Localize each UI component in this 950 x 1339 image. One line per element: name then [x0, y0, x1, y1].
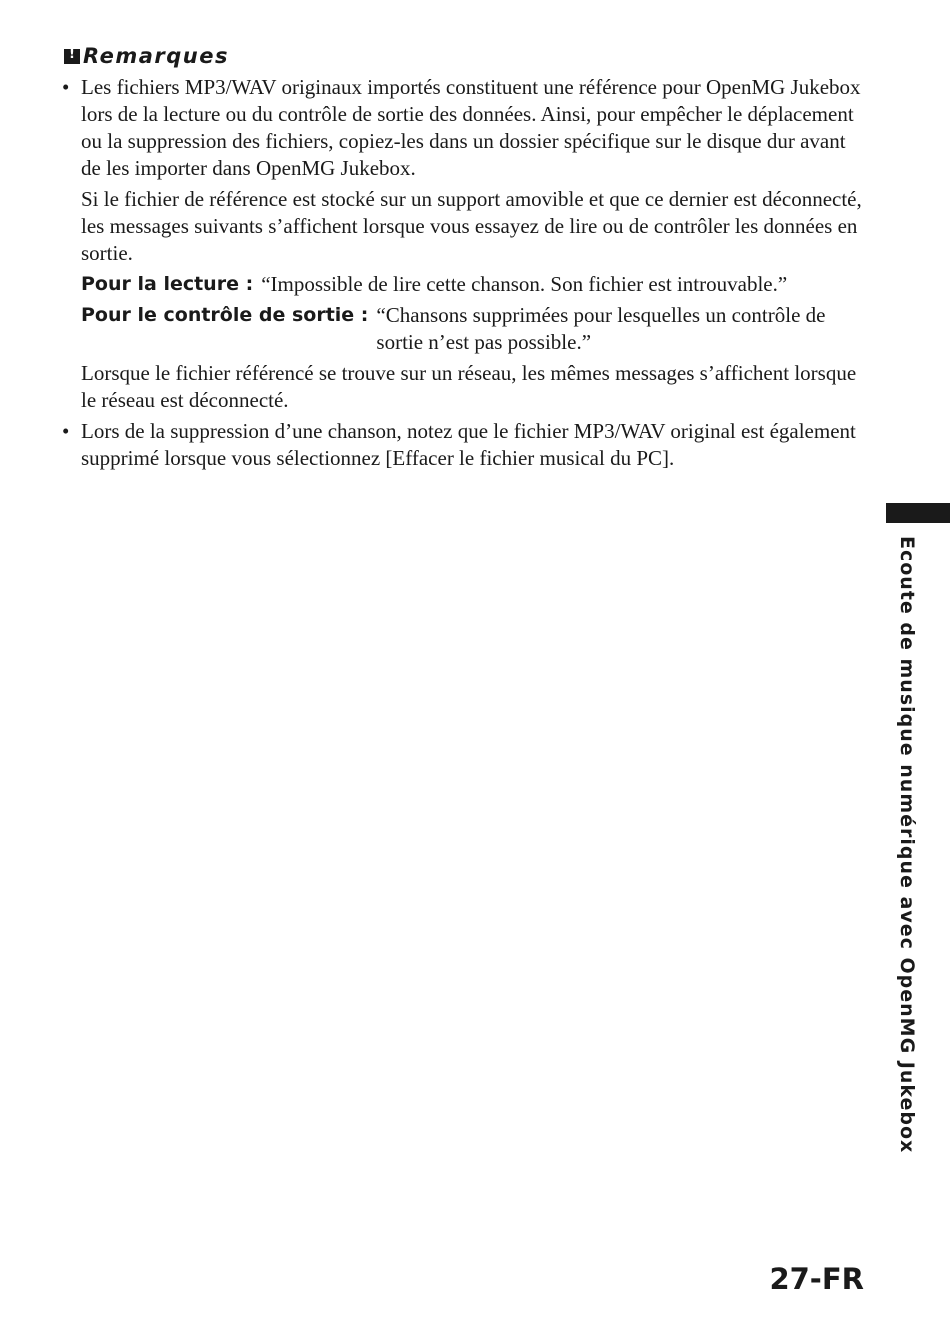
note-paragraph: Lors de la suppression d’une chanson, notez que le fichier MP3/WAV original est également supprimé lorsque vous sélectionnez [Effacer le fichier musical du PC].	[81, 419, 856, 470]
section-tab-label: Ecoute de musique numérique avec OpenMG Jukebox	[896, 536, 918, 1154]
message-text: “Chansons supprimées pour lesquelles un contrôle de sortie n’est pas possible.”	[376, 303, 826, 354]
note-paragraph: Si le fichier de référence est stocké sur un support amovible et que ce dernier est déconnecté, les messages suivants s’affichent lorsque vous essayez de lire ou de contrôler les données en sortie.	[81, 187, 862, 265]
bullet-icon: •	[62, 419, 70, 443]
page-number: 27-FR	[769, 1262, 864, 1296]
message-text: “Impossible de lire cette chanson. Son fichier est introuvable.”	[261, 272, 788, 296]
message-row-check-out	[81, 302, 862, 356]
note-item	[62, 418, 862, 472]
note-paragraph: Les fichiers MP3/WAV originaux importés constituent une référence pour OpenMG Jukebox lors de la lecture ou du contrôle de sortie des données. Ainsi, pour empêcher le déplacement ou la suppression des fichiers, copiez-les dans un dossier spécifique sur le disque dur avant de les importer dans OpenMG Jukebox.	[81, 75, 861, 180]
bullet-icon: •	[62, 75, 70, 99]
note-paragraph: Lorsque le fichier référencé se trouve sur un réseau, les mêmes messages s’affichent lorsque le réseau est déconnecté.	[81, 361, 857, 412]
notes-heading-text: Remarques	[83, 44, 230, 68]
section-tab-marker	[886, 503, 950, 523]
notes-heading	[64, 44, 229, 68]
note-item	[62, 74, 862, 414]
message-label: Pour le contrôle de sortie :	[81, 304, 369, 326]
note-icon	[64, 49, 80, 64]
message-label: Pour la lecture :	[81, 273, 254, 295]
message-row-playback	[81, 271, 862, 298]
notes-content	[62, 74, 862, 472]
